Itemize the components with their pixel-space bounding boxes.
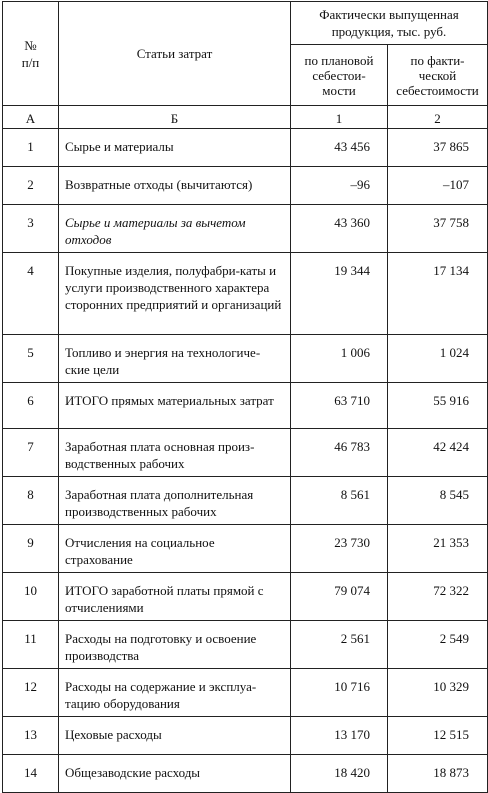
- row-number: 14: [3, 755, 59, 793]
- fact-cost-value: 37 865: [388, 129, 488, 167]
- plan-cost-value: 23 730: [291, 525, 388, 573]
- cost-item-name: ИТОГО прямых материальных затрат: [59, 383, 291, 429]
- plan-cost-value: 79 074: [291, 573, 388, 621]
- table-row: [3, 205, 488, 253]
- plan-cost-value: –96: [291, 167, 388, 205]
- row-number: 10: [3, 573, 59, 621]
- cost-item-name: Покупные изделия, полуфабри-каты и услуги производственного характера сторонних предприятий и организаций: [59, 253, 291, 335]
- table-row: [3, 129, 488, 167]
- fact-cost-value: 1 024: [388, 335, 488, 383]
- row-number: 1: [3, 129, 59, 167]
- plan-cost-value: 2 561: [291, 621, 388, 669]
- cost-item-name: Отчисления на социальное страхование: [59, 525, 291, 573]
- plan-cost-value: 46 783: [291, 429, 388, 477]
- column-letter: 2: [388, 106, 488, 129]
- plan-cost-value: 43 360: [291, 205, 388, 253]
- plan-cost-value: 10 716: [291, 669, 388, 717]
- fact-cost-value: 21 353: [388, 525, 488, 573]
- cost-item-name: Сырье и материалы за вычетом отходов: [59, 205, 291, 253]
- column-letters-row: [3, 106, 488, 129]
- row-number: 2: [3, 167, 59, 205]
- table-row: [3, 429, 488, 477]
- plan-cost-value: 43 456: [291, 129, 388, 167]
- row-number: 9: [3, 525, 59, 573]
- plan-cost-value: 8 561: [291, 477, 388, 525]
- row-number: 4: [3, 253, 59, 335]
- table-row: [3, 621, 488, 669]
- column-letter: А: [3, 106, 59, 129]
- plan-cost-value: 13 170: [291, 717, 388, 755]
- header-plan-cost: по плановой себестои-мости: [291, 45, 388, 106]
- row-number: 11: [3, 621, 59, 669]
- table-row: [3, 669, 488, 717]
- fact-cost-value: 2 549: [388, 621, 488, 669]
- fact-cost-value: –107: [388, 167, 488, 205]
- table-row: [3, 573, 488, 621]
- fact-cost-value: 12 515: [388, 717, 488, 755]
- table-row: [3, 477, 488, 525]
- cost-item-name: Общезаводские расходы: [59, 755, 291, 793]
- row-number: 7: [3, 429, 59, 477]
- header-output-group: Фактически выпущенная продукция, тыс. руб.: [291, 2, 488, 45]
- cost-item-name: ИТОГО заработной платы прямой с отчислениями: [59, 573, 291, 621]
- row-number: 5: [3, 335, 59, 383]
- fact-cost-value: 18 873: [388, 755, 488, 793]
- column-letter: 1: [291, 106, 388, 129]
- fact-cost-value: 37 758: [388, 205, 488, 253]
- table-row: [3, 717, 488, 755]
- cost-table: [2, 1, 488, 793]
- row-number: 13: [3, 717, 59, 755]
- plan-cost-value: 1 006: [291, 335, 388, 383]
- cost-item-name: Заработная плата дополнительная производственных рабочих: [59, 477, 291, 525]
- table-row: [3, 335, 488, 383]
- header-fact-cost: по факти-ческой себестоимости: [388, 45, 488, 106]
- table-row: [3, 253, 488, 335]
- header-number: № п/п: [3, 2, 59, 106]
- fact-cost-value: 8 545: [388, 477, 488, 525]
- fact-cost-value: 72 322: [388, 573, 488, 621]
- fact-cost-value: 55 916: [388, 383, 488, 429]
- row-number: 6: [3, 383, 59, 429]
- fact-cost-value: 10 329: [388, 669, 488, 717]
- fact-cost-value: 42 424: [388, 429, 488, 477]
- plan-cost-value: 19 344: [291, 253, 388, 335]
- row-number: 3: [3, 205, 59, 253]
- fact-cost-value: 17 134: [388, 253, 488, 335]
- header-cost-items: Статьи затрат: [59, 2, 291, 106]
- table-row: [3, 525, 488, 573]
- cost-item-name: Расходы на содержание и эксплуа-тацию оборудования: [59, 669, 291, 717]
- row-number: 12: [3, 669, 59, 717]
- column-letter: Б: [59, 106, 291, 129]
- cost-item-name: Возвратные отходы (вычитаются): [59, 167, 291, 205]
- table-body: [3, 129, 488, 793]
- table-row: [3, 167, 488, 205]
- plan-cost-value: 63 710: [291, 383, 388, 429]
- cost-item-name: Сырье и материалы: [59, 129, 291, 167]
- plan-cost-value: 18 420: [291, 755, 388, 793]
- row-number: 8: [3, 477, 59, 525]
- table-row: [3, 755, 488, 793]
- cost-item-name: Цеховые расходы: [59, 717, 291, 755]
- cost-item-name: Топливо и энергия на технологиче-ские цели: [59, 335, 291, 383]
- table-row: [3, 383, 488, 429]
- cost-item-name: Заработная плата основная произ-водственных рабочих: [59, 429, 291, 477]
- cost-item-name: Расходы на подготовку и освоение производства: [59, 621, 291, 669]
